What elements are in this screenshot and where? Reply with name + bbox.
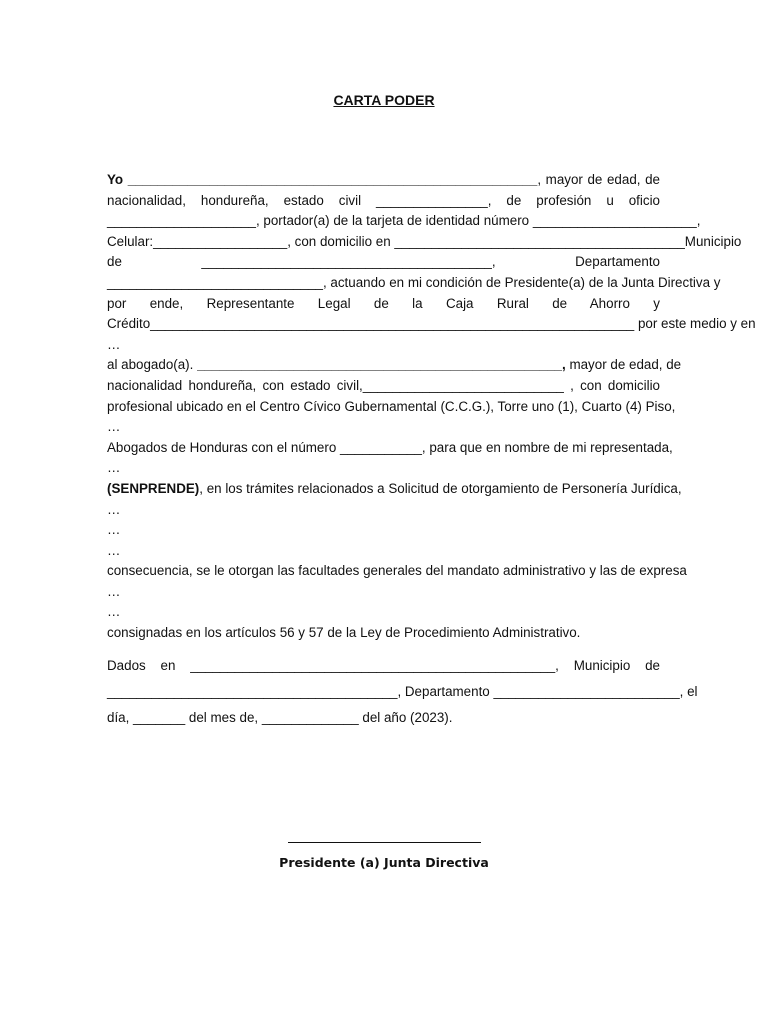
paragraph-line xyxy=(107,458,660,479)
text-segment: profesional ubicado en el Centro Cívico Gubernamental (C.C.G.), Torre uno (1), Cuarto (4) Piso, xyxy=(107,398,676,414)
text-segment: Abogados de Honduras con el número ___________, para que en nombre de mi representada, xyxy=(107,439,673,455)
text-segment: _____________________________, actuando en mi condición de Presidente(a) de la Junta Directiva y xyxy=(107,274,721,290)
dated-line: Dados en _________________________________________________, Municipio de xyxy=(107,658,660,673)
text-segment: , en los trámites relacionados a Solicitud de otorgamiento de Personería Jurídica, xyxy=(199,480,682,496)
bold-text: (SENPRENDE) xyxy=(107,480,200,496)
dated-line: _______________________________________, Departamento _________________________, el xyxy=(107,684,698,699)
text-segment: … xyxy=(107,583,121,599)
text-segment: … xyxy=(107,604,121,620)
paragraph-line xyxy=(107,314,756,335)
paragraph-line xyxy=(107,417,660,438)
dated-line: día, _______ del mes de, _____________ del año (2023). xyxy=(107,710,453,725)
paragraph-line xyxy=(107,479,682,500)
signature-line xyxy=(288,842,481,843)
text-segment: … xyxy=(107,522,121,538)
bold-text: _______________________________________________________ xyxy=(123,172,538,187)
signature-caption: Presidente (a) Junta Directiva xyxy=(279,855,489,870)
text-segment: por ende, Representante Legal de la Caja Rural de Ahorro y xyxy=(107,295,660,311)
paragraph-line xyxy=(107,438,673,459)
text-segment: … xyxy=(107,542,121,558)
text-segment: Celular:__________________, con domicilio en _______________________________________Municipio xyxy=(107,233,742,249)
text-segment: … xyxy=(107,336,121,352)
text-segment: de _______________________________________, Departamento xyxy=(107,254,660,270)
paragraph-line xyxy=(107,335,660,356)
text-segment: al abogado(a). xyxy=(107,357,198,373)
dated-section xyxy=(107,653,698,731)
text-segment: ____________________, portador(a) de la tarjeta de identidad número ______________________, xyxy=(107,213,701,229)
text-segment: … xyxy=(107,501,121,517)
paragraph-line xyxy=(107,355,682,376)
paragraph-line xyxy=(107,170,660,191)
paragraph-line xyxy=(107,561,687,582)
text-segment: , mayor de edad, de xyxy=(537,172,660,187)
paragraph-line xyxy=(107,294,660,315)
paragraph-line xyxy=(107,232,742,253)
paragraph-line xyxy=(107,541,660,562)
text-segment: … xyxy=(107,419,121,435)
paragraph-line xyxy=(107,500,660,521)
document-title: CARTA PODER xyxy=(333,92,435,108)
paragraph-line xyxy=(107,252,660,273)
bold-text: Yo xyxy=(107,172,124,187)
paragraph-line xyxy=(107,520,660,541)
main-paragraph xyxy=(107,170,756,644)
text-segment: consecuencia, se le otorgan las facultades generales del mandato administrativo y las de expresa xyxy=(107,563,687,579)
bold-text: _________________________________________________, xyxy=(197,357,566,373)
text-segment: Crédito_________________________________________________________________ por este medio y en xyxy=(107,316,756,332)
paragraph-line xyxy=(107,211,701,232)
paragraph-line xyxy=(107,623,660,644)
text-segment: … xyxy=(107,460,121,476)
paragraph-line xyxy=(107,376,660,397)
paragraph-line xyxy=(107,582,660,603)
paragraph-line xyxy=(107,273,721,294)
text-segment: mayor de edad, de xyxy=(565,357,682,373)
text-segment: nacionalidad hondureña, con estado civil,___________________________ , con domicilio xyxy=(107,377,660,393)
paragraph-line xyxy=(107,602,660,623)
text-segment: nacionalidad, hondureña, estado civil _______________, de profesión u oficio xyxy=(107,192,660,208)
paragraph-line xyxy=(107,397,676,418)
text-segment: consignadas en los artículos 56 y 57 de la Ley de Procedimiento Administrativo. xyxy=(107,625,581,641)
paragraph-line xyxy=(107,191,660,212)
